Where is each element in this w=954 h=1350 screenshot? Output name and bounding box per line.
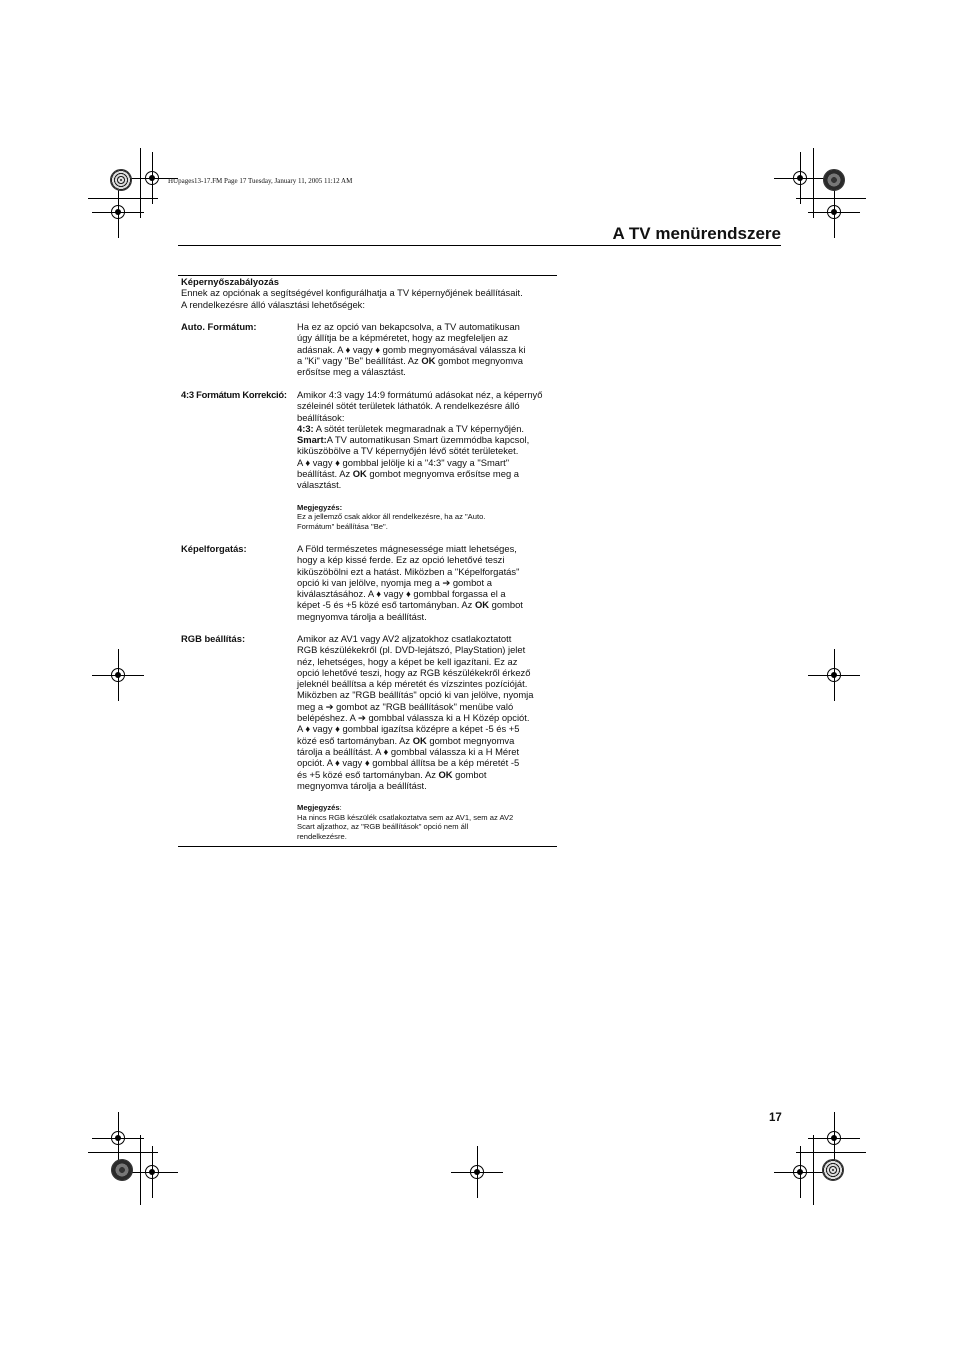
- item-desc-auto-format: [297, 321, 555, 377]
- item-label-rgb: RGB beállítás:: [181, 633, 246, 644]
- desc-line: kiküszöbölve a TV képernyőjén lévő sötét területeket.: [297, 445, 519, 457]
- desc-line: tárolja a beállítást. A ♦ gombbal válassza ki a H Méret: [297, 745, 520, 757]
- desc-line: megnyomva tárolja a beállítást.: [297, 779, 427, 791]
- desc-line: A ♦ vagy ♦ gombbal jelölje ki a "4:3" vagy a "Smart": [297, 456, 510, 468]
- note-title: Megjegyzés:: [297, 502, 343, 512]
- desc-line: széleinél sötét területek láthatók. A rendelkezésre álló: [297, 400, 520, 412]
- desc-line: hogy a kép kissé ferde. Ez az opció lehetővé teszi: [297, 554, 505, 566]
- crop-mark: [813, 148, 814, 218]
- section-title: Képernyőszabályozás: [181, 276, 279, 287]
- item-desc-rgb: [297, 633, 555, 841]
- crop-mark: [88, 198, 158, 199]
- desc-line: belépéshez. A ➔ gombbal válassza ki a H Közép opciót.: [297, 712, 530, 724]
- section-intro: [181, 276, 561, 310]
- crop-mark: [140, 148, 141, 218]
- item-label-rotation: Képelforgatás:: [181, 543, 247, 554]
- desc-line: beállítást. Az OK gombot megnyomva erősítse meg a: [297, 468, 519, 480]
- note-line: Formátum" beállítása "Be".: [297, 521, 388, 531]
- file-info: HUpages13-17.FM Page 17 Tuesday, January 11, 2005 11:12 AM: [168, 177, 353, 185]
- desc-line: jeleknél beállítsa a kép méretét és vízszintes pozícióját.: [297, 678, 528, 690]
- desc-line: beállítások:: [297, 411, 345, 423]
- note-line: rendelkezésre.: [297, 831, 347, 841]
- desc-line: opció ki van jelölve, nyomja meg a ➔ gombot a: [297, 576, 492, 588]
- desc-line: úgy állítja be a képméretet, hogy az megfeleljen az: [297, 332, 509, 344]
- note-line: Ha nincs RGB készülék csatlakoztatva sem az AV1, sem az AV2: [297, 812, 514, 822]
- color-target-icon: [822, 1159, 844, 1181]
- item-desc-rotation: [297, 543, 555, 622]
- crop-mark: [796, 1152, 866, 1153]
- desc-line: Amikor 4:3 vagy 14:9 formátumú adásokat néz, a képernyő: [297, 389, 543, 400]
- desc-line: erősítse meg a választást.: [297, 366, 406, 378]
- crop-mark: [140, 1135, 141, 1205]
- item-label-auto-format: Auto. Formátum:: [181, 321, 257, 332]
- desc-line: megnyomva tárolja a beállítást.: [297, 610, 427, 622]
- color-target-icon: [111, 1159, 133, 1181]
- color-target-icon: [823, 169, 845, 191]
- option-4-3: 4:3: A sötét területek megmaradnak a TV képernyőjén.: [297, 422, 525, 434]
- note-line: Scart aljzathoz, az "RGB beállítások" opció nem áll: [297, 822, 469, 832]
- note-title: Megjegyzés:: [297, 803, 342, 813]
- desc-line: képet -5 és +5 közé eső tartományban. Az OK gombot: [297, 599, 523, 611]
- desc-line: meg a ➔ gombot az "RGB beállítások" menübe való: [297, 700, 514, 712]
- option-smart: Smart:A TV automatikusan Smart üzemmódba kapcsol,: [297, 434, 530, 446]
- desc-line: néz, lehetséges, hogy a képet be kell igazítani. Ez az: [297, 655, 518, 667]
- desc-line: Miközben az "RGB beállítás" opció ki van jelölve, nyomja: [297, 689, 534, 701]
- desc-line: A Föld természetes mágnesessége miatt lehetséges,: [297, 543, 517, 554]
- desc-line: adásnak. A ♦ vagy ♦ gomb megnyomásával válassza ki: [297, 343, 526, 355]
- desc-line: opció lehetővé teszi, hogy az RGB készülékekről érkező: [297, 666, 531, 678]
- page-title: A TV menürendszere: [612, 224, 781, 243]
- page-number: 17: [769, 1112, 782, 1124]
- header-rule: [178, 245, 781, 246]
- crop-mark: [813, 1135, 814, 1205]
- desc-line: és +5 közé eső tartományban. Az OK gombot: [297, 768, 487, 780]
- desc-line: Ha ez az opció van bekapcsolva, a TV automatikusan: [297, 321, 520, 332]
- note-line: Ez a jellemző csak akkor áll rendelkezésre, ha az "Auto.: [297, 512, 486, 522]
- desc-line: Amikor az AV1 vagy AV2 aljzatokhoz csatlakoztatott: [297, 633, 512, 644]
- desc-line: választást.: [297, 479, 342, 491]
- desc-line: a "Ki" vagy "Be" beállítást. Az OK gombot megnyomva: [297, 354, 523, 366]
- crop-mark: [88, 1152, 158, 1153]
- section-bottom-rule: [178, 846, 557, 847]
- intro-line: Ennek az opciónak a segítségével konfigurálhatja a TV képernyőjének beállításait.: [181, 287, 523, 299]
- desc-line: opciót. A ♦ vagy ♦ gombbal állítsa be a kép méretét -5: [297, 757, 520, 769]
- item-desc-format-correction: [297, 389, 555, 531]
- desc-line: RGB készülékekről (pl. DVD-lejátszó, PlayStation) jelet: [297, 644, 526, 656]
- desc-line: közé eső tartományban. Az OK gombot megnyomva: [297, 734, 515, 746]
- desc-line: kiválasztásához. A ♦ vagy ♦ gombbal forgassa el a: [297, 588, 506, 600]
- desc-line: kiküszöbölni ezt a hatást. Miközben a "Képelforgatás": [297, 565, 520, 577]
- crop-mark: [796, 198, 866, 199]
- color-target-icon: [110, 169, 132, 191]
- desc-line: A ♦ vagy ♦ gombbal igazítsa középre a képet -5 és +5: [297, 723, 520, 735]
- item-label-format-correction: 4:3 Formátum Korrekció:: [181, 389, 287, 400]
- intro-line: A rendelkezésre álló választási lehetőségek:: [181, 298, 365, 310]
